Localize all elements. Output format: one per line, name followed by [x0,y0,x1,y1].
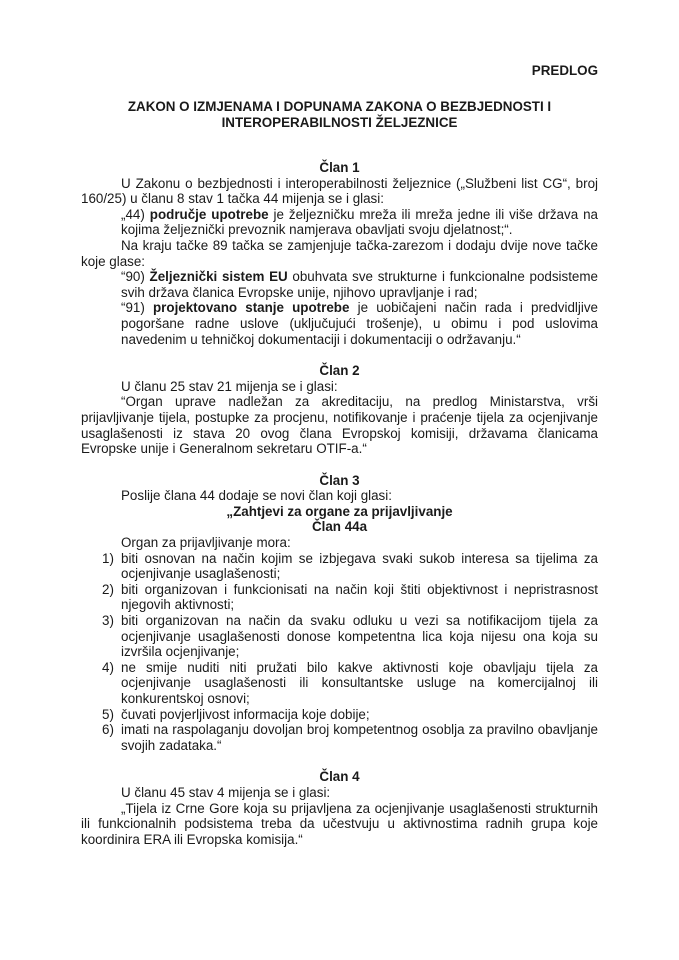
new-article-title: „Zahtjevi za organe za prijavljivanje [226,503,453,519]
article-3 [81,473,598,754]
list-item [81,722,598,753]
item-prefix: „44) [121,206,150,222]
item-number: 4) [102,659,114,675]
item-text: biti organizovan na način da svaku odluku u vezi sa notifikacijom tijela za ocjenjivanje usaglašenosti donose kompetentna lica koja nijesu ona koja su izvršila ocjenjivanje; [121,613,598,660]
spacer [81,457,598,473]
article-intro: Poslije člana 44 dodaje se novi član koji glasi: [121,488,392,504]
definition-item-90 [81,269,598,300]
article-intro: U Zakonu o bezbjednosti i interoperabilnosti željeznice („Službeni list CG“, broj 160/25) u članu 8 stav 1 tačka 44 mijenja se i glasi: [81,175,598,207]
title-line-2: INTEROPERABILNOSTI ŽELJEZNICE [221,115,458,130]
item-text: čuvati povjerljivost informacija koje dobije; [121,706,370,722]
article-heading: Član 1 [319,160,360,175]
list-item [81,707,598,723]
item-text: ne smije nuditi niti pružati bilo kakve aktivnosti koje obavljaju tijela za ocjenjivanje usaglašenosti ili konsultantske usluge na komercijalnoj ili konkurentskoj osnovi; [121,659,598,706]
list-item [81,660,598,707]
article-4 [81,769,598,847]
item-number: 3) [102,613,114,629]
new-article-heading: Član 44a [311,519,368,535]
item-number: 2) [102,581,114,597]
item-text: je uobičajeni način rada i predvidljive pogoršane radne uslove (uključujući trošenje), u obimu i pod uslovima navedenim u tehničkoj dokumentaciji i dokumentaciji o održavanju.“ [121,300,598,347]
item-prefix: “91) [121,300,153,316]
item-text: obuhvata sve strukturne i funkcionalne podsisteme svih država članica Evropske unije, njihovo upravljanje i rad; [121,269,598,300]
list-lead: Organ za prijavljivanje mora: [121,535,291,551]
status-label: PREDLOG [531,63,598,78]
article-heading: Član 2 [319,363,360,379]
article-1 [81,160,598,347]
list-item [81,582,598,613]
item-number: 6) [102,722,114,738]
defined-term: projektovano stanje upotrebe [153,300,350,316]
list-item [81,551,598,582]
item-number: 5) [102,706,114,722]
defined-term: područje upotrebe [149,206,269,222]
item-number: 1) [102,550,114,566]
article-heading: Član 3 [319,472,360,488]
list-item [81,613,598,660]
article-paragraph: Na kraju tačke 89 tačka se zamjenjuje tačka-zarezom i dodaju dvije nove tačke koje glase: [81,237,598,269]
article-body: “Organ uprave nadležan za akreditaciju, na predlog Ministarstva, vrši prijavljivanje tijela, postupke za procjenu, notifikovanje i praćenje tijela za ocjenjivanje usaglašenosti iz stava 20 ovog člana Evropskoj komisiji, državama članicama Evropske unije i Generalnom sekretaru OTIF-a.“ [81,394,598,457]
title-line-1: ZAKON O IZMJENAMA I DOPUNAMA ZAKONA O BEZBJEDNOSTI I [127,99,552,114]
article-intro: U članu 45 stav 4 mijenja se i glasi: [121,784,331,800]
document-body [81,160,598,847]
item-prefix: “90) [121,269,150,285]
article-2 [81,363,598,457]
article-intro: U članu 25 stav 21 mijenja se i glasi: [121,378,338,394]
definition-item-91 [81,300,598,347]
definition-item-44 [81,207,598,238]
article-heading: Član 4 [319,769,360,785]
defined-term: Željeznički sistem EU [149,269,288,285]
item-text: je željezničku mreža ili mreža jedne ili više država na kojima željeznički prevoznik namjerava obavljati svoju djelatnost;“. [121,206,598,238]
requirements-list [81,551,598,754]
spacer [81,753,598,769]
item-text: imati na raspolaganju dovoljan broj kompetentnog osoblja za pravilno obavljanje svojih zadataka.“ [121,722,598,753]
item-text: biti osnovan na način kojim se izbjegava svaki sukob interesa sa tijelima za ocjenjivanje usaglašenosti; [121,550,598,582]
item-text: biti organizovan i funkcionisati na način koji štiti objektivnost i nepristrasnost njegovih aktivnosti; [121,581,598,613]
article-body: „Tijela iz Crne Gore koja su prijavljena za ocjenjivanje usaglašenosti strukturnih ili funkcionalnih podsistema treba da učestvuju u aktivnostima radnih grupa koje koordinira ERA ili Evropska komisija.“ [81,800,598,847]
document-title [81,99,598,131]
spacer [81,347,598,363]
